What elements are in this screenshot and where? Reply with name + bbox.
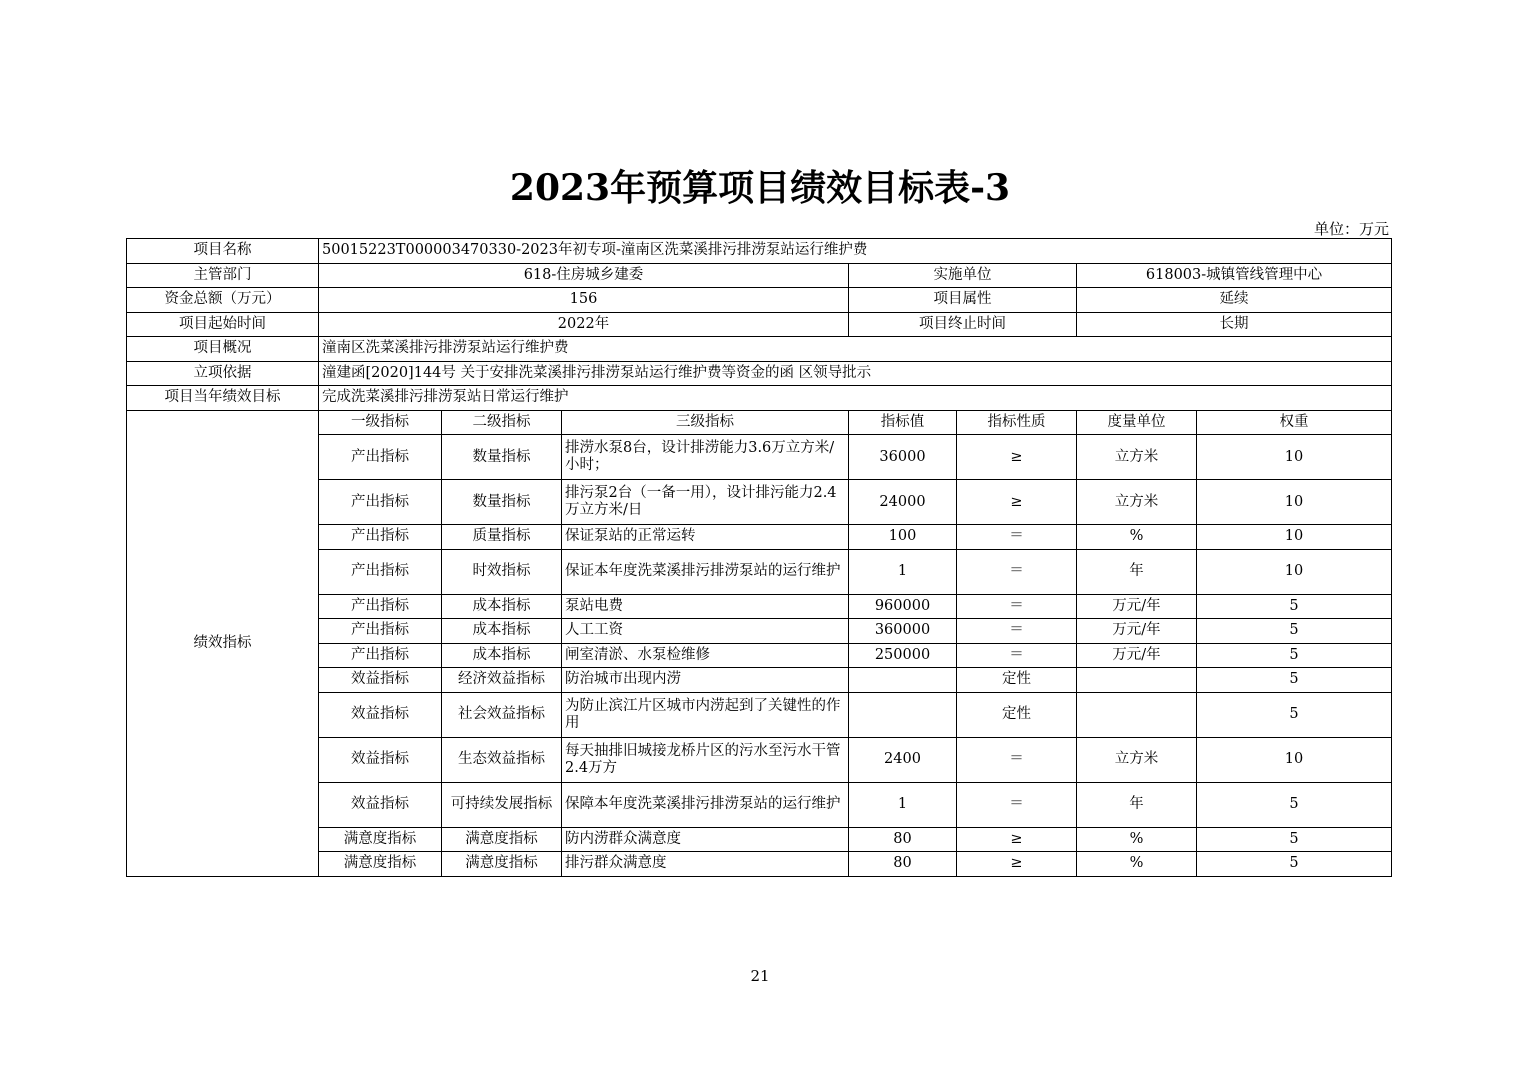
perf-label: 绩效指标: [127, 410, 319, 876]
indicator-unit: %: [1077, 827, 1197, 852]
indicator-nature: ＝: [957, 782, 1077, 827]
indicator-unit: [1077, 692, 1197, 737]
indicator-weight: 5: [1197, 692, 1392, 737]
header-l1: 一级指标: [319, 410, 442, 435]
indicator-level3: 人工工资: [562, 619, 849, 644]
indicator-nature: 定性: [957, 668, 1077, 693]
indicator-level1: 效益指标: [319, 737, 442, 782]
indicator-value: 360000: [849, 619, 957, 644]
indicator-level2: 满意度指标: [442, 852, 562, 877]
header-nature: 指标性质: [957, 410, 1077, 435]
indicator-level3: 为防止滨江片区城市内涝起到了关键性的作用: [562, 692, 849, 737]
indicator-unit: 立方米: [1077, 480, 1197, 525]
attr-label: 项目属性: [849, 288, 1077, 313]
indicator-unit: %: [1077, 852, 1197, 877]
indicator-value: [849, 692, 957, 737]
indicator-unit: 万元/年: [1077, 619, 1197, 644]
indicator-value: 24000: [849, 480, 957, 525]
indicator-nature: ＝: [957, 594, 1077, 619]
indicator-weight: 10: [1197, 549, 1392, 594]
indicator-weight: 10: [1197, 480, 1392, 525]
end-label: 项目终止时间: [849, 312, 1077, 337]
indicator-level2: 质量指标: [442, 525, 562, 550]
indicator-unit: 万元/年: [1077, 643, 1197, 668]
unit-label: 单位：万元: [1313, 220, 1389, 238]
indicator-level3: 排涝水泵8台，设计排涝能力3.6万立方米/小时；: [562, 435, 849, 480]
indicator-weight: 10: [1197, 737, 1392, 782]
indicator-level1: 产出指标: [319, 525, 442, 550]
impl-label: 实施单位: [849, 263, 1077, 288]
indicator-value: 100: [849, 525, 957, 550]
indicator-value: 1: [849, 549, 957, 594]
start-value: 2022年: [319, 312, 849, 337]
page-title: 2023年预算项目绩效目标表-3: [509, 167, 1011, 209]
fund-value: 156: [319, 288, 849, 313]
project-name-value: 50015223T000003470330-2023年初专项-潼南区洗菜溪排污排涝泵站运行维护费: [319, 239, 1392, 264]
goal-value: 完成洗菜溪排污排涝泵站日常运行维护: [319, 386, 1392, 411]
indicator-level1: 产出指标: [319, 619, 442, 644]
indicator-level2: 生态效益指标: [442, 737, 562, 782]
overview-label: 项目概况: [127, 337, 319, 362]
indicator-unit: 万元/年: [1077, 594, 1197, 619]
indicator-level3: 排污群众满意度: [562, 852, 849, 877]
indicator-value: [849, 668, 957, 693]
indicator-weight: 5: [1197, 668, 1392, 693]
indicator-unit: 立方米: [1077, 435, 1197, 480]
indicator-level3: 闸室清淤、水泵检维修: [562, 643, 849, 668]
indicator-weight: 5: [1197, 782, 1392, 827]
project-name-label: 项目名称: [127, 239, 319, 264]
indicator-level2: 可持续发展指标: [442, 782, 562, 827]
indicator-level2: 经济效益指标: [442, 668, 562, 693]
indicator-level1: 产出指标: [319, 643, 442, 668]
indicator-level1: 满意度指标: [319, 827, 442, 852]
indicator-nature: ＝: [957, 619, 1077, 644]
header-weight: 权重: [1197, 410, 1392, 435]
indicator-level2: 成本指标: [442, 594, 562, 619]
goal-label: 项目当年绩效目标: [127, 386, 319, 411]
header-l2: 二级指标: [442, 410, 562, 435]
indicator-level1: 产出指标: [319, 480, 442, 525]
header-unit: 度量单位: [1077, 410, 1197, 435]
row-time: [127, 312, 1392, 337]
row-dept: [127, 263, 1392, 288]
indicator-nature: ≥: [957, 435, 1077, 480]
indicator-weight: 5: [1197, 643, 1392, 668]
row-fund: [127, 288, 1392, 313]
header-value: 指标值: [849, 410, 957, 435]
row-project-name: [127, 239, 1392, 264]
indicator-value: 80: [849, 827, 957, 852]
indicator-nature: ＝: [957, 643, 1077, 668]
indicator-unit: 年: [1077, 782, 1197, 827]
dept-value: 618-住房城乡建委: [319, 263, 849, 288]
indicator-level1: 效益指标: [319, 668, 442, 693]
indicator-level3: 排污泵2台（一备一用），设计排污能力2.4万立方米/日: [562, 480, 849, 525]
indicator-level1: 效益指标: [319, 692, 442, 737]
indicator-value: 36000: [849, 435, 957, 480]
indicator-level3: 防治城市出现内涝: [562, 668, 849, 693]
row-overview: [127, 337, 1392, 362]
indicator-level1: 产出指标: [319, 435, 442, 480]
indicator-nature: ≥: [957, 480, 1077, 525]
indicator-level3: 保证本年度洗菜溪排污排涝泵站的运行维护: [562, 549, 849, 594]
row-basis: [127, 361, 1392, 386]
row-headers: [127, 410, 1392, 435]
indicator-unit: 年: [1077, 549, 1197, 594]
indicator-level3: 保障本年度洗菜溪排污排涝泵站的运行维护: [562, 782, 849, 827]
indicator-unit: %: [1077, 525, 1197, 550]
page-number: 21: [750, 967, 770, 985]
indicator-level1: 满意度指标: [319, 852, 442, 877]
indicator-value: 1: [849, 782, 957, 827]
end-value: 长期: [1077, 312, 1392, 337]
basis-value: 潼建函[2020]144号 关于安排洗菜溪排污排涝泵站运行维护费等资金的函 区领导批示: [319, 361, 1392, 386]
overview-value: 潼南区洗菜溪排污排涝泵站运行维护费: [319, 337, 1392, 362]
indicator-nature: ＝: [957, 737, 1077, 782]
indicator-weight: 5: [1197, 619, 1392, 644]
indicator-nature: ≥: [957, 827, 1077, 852]
indicator-weight: 5: [1197, 827, 1392, 852]
fund-label: 资金总额（万元）: [127, 288, 319, 313]
indicator-level1: 效益指标: [319, 782, 442, 827]
attr-value: 延续: [1077, 288, 1392, 313]
indicator-unit: 立方米: [1077, 737, 1197, 782]
indicator-value: 250000: [849, 643, 957, 668]
indicator-nature: 定性: [957, 692, 1077, 737]
start-label: 项目起始时间: [127, 312, 319, 337]
indicator-weight: 10: [1197, 525, 1392, 550]
indicator-level3: 保证泵站的正常运转: [562, 525, 849, 550]
indicator-value: 960000: [849, 594, 957, 619]
indicator-value: 2400: [849, 737, 957, 782]
indicator-level3: 防内涝群众满意度: [562, 827, 849, 852]
performance-table: [126, 238, 1392, 877]
indicator-level2: 社会效益指标: [442, 692, 562, 737]
indicator-nature: ＝: [957, 549, 1077, 594]
indicator-level1: 产出指标: [319, 594, 442, 619]
indicator-level2: 数量指标: [442, 435, 562, 480]
indicator-level2: 满意度指标: [442, 827, 562, 852]
indicator-nature: ＝: [957, 525, 1077, 550]
indicator-value: 80: [849, 852, 957, 877]
indicator-level2: 成本指标: [442, 643, 562, 668]
indicator-level2: 时效指标: [442, 549, 562, 594]
indicator-weight: 5: [1197, 594, 1392, 619]
indicator-weight: 5: [1197, 852, 1392, 877]
indicator-weight: 10: [1197, 435, 1392, 480]
dept-label: 主管部门: [127, 263, 319, 288]
indicator-unit: [1077, 668, 1197, 693]
indicator-level2: 数量指标: [442, 480, 562, 525]
impl-value: 618003-城镇管线管理中心: [1077, 263, 1392, 288]
indicator-level3: 每天抽排旧城接龙桥片区的污水至污水干管2.4万方: [562, 737, 849, 782]
basis-label: 立项依据: [127, 361, 319, 386]
header-l3: 三级指标: [562, 410, 849, 435]
row-goal: [127, 386, 1392, 411]
indicator-level1: 产出指标: [319, 549, 442, 594]
indicator-level3: 泵站电费: [562, 594, 849, 619]
indicator-level2: 成本指标: [442, 619, 562, 644]
indicator-nature: ≥: [957, 852, 1077, 877]
